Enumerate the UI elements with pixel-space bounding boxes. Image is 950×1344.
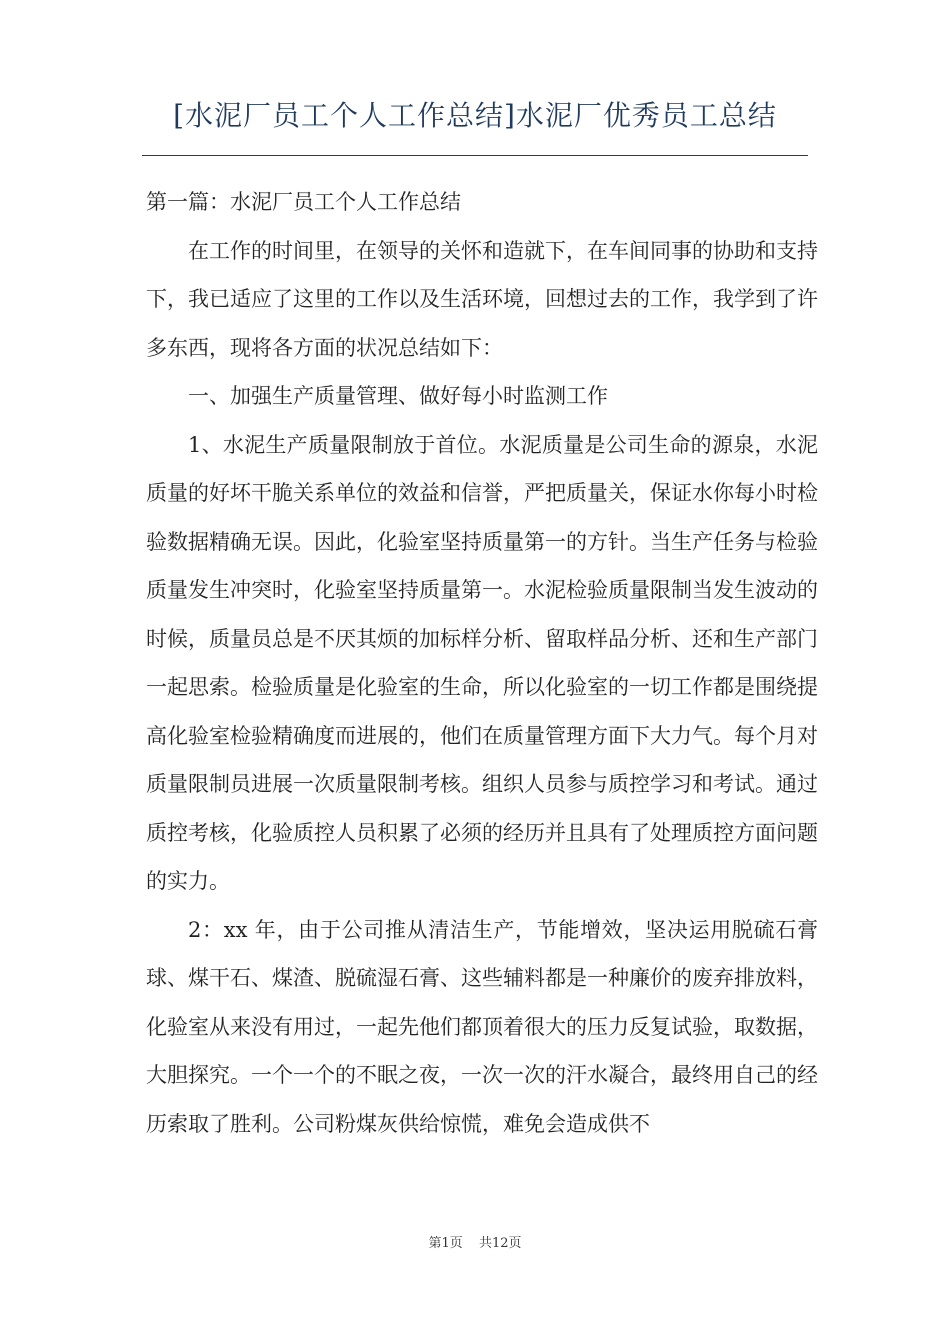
subsection-heading: 一、加强生产质量管理、做好每小时监测工作: [188, 384, 608, 408]
section-heading: 第一篇：水泥厂员工个人工作总结: [146, 190, 461, 214]
paragraph-item-1: 1、水泥生产质量限制放于首位。水泥质量是公司生命的源泉，水泥质量的好坏干脆关系单位的效益和信誉，严把质量关，保证水你每小时检验数据精确无误。因此，化验室坚持质量第一的方针。当生产任务与检验质量发生冲突时，化验室坚持质量第一。水泥检验质量限制当发生波动的时候，质量员总是不厌其烦的加标样分析、留取样品分析、还和生产部门一起思索。检验质量是化验室的生命，所以化验室的一切工作都是围绕提高化验室检验精确度而进展的，他们在质量管理方面下大力气。每个月对质量限制员进展一次质量限制考核。组织人员参与质控学习和考试。通过质控考核，化验质控人员积累了必须的经历并且具有了处理质控方面问题的实力。: [146, 432, 818, 893]
page-number-current: 第1页: [428, 1236, 463, 1251]
page-number-total: 共12页: [478, 1236, 522, 1251]
document-body: [146, 178, 818, 1148]
document-title: [水泥厂员工个人工作总结]水泥厂优秀员工总结: [173, 99, 777, 132]
paragraph-item-2: 2：xx 年，由于公司推从清洁生产，节能增效，坚决运用脱硫石膏球、煤干石、煤渣、脱硫湿石膏、这些辅料都是一种廉价的废弃排放料，化验室从来没有用过，一起先他们都顶着很大的压力反复试验，取数据，大胆探究。一个一个的不眠之夜，一次一次的汗水凝合，最终用自己的经历索取了胜利。公司粉煤灰供给惊慌，难免会造成供不: [146, 917, 818, 1136]
title-divider: [142, 155, 808, 156]
page-footer: [0, 1232, 950, 1251]
paragraph-intro: 在工作的时间里，在领导的关怀和造就下，在车间同事的协助和支持下，我已适应了这里的工作以及生活环境，回想过去的工作，我学到了许多东西，现将各方面的状况总结如下：: [146, 238, 818, 360]
